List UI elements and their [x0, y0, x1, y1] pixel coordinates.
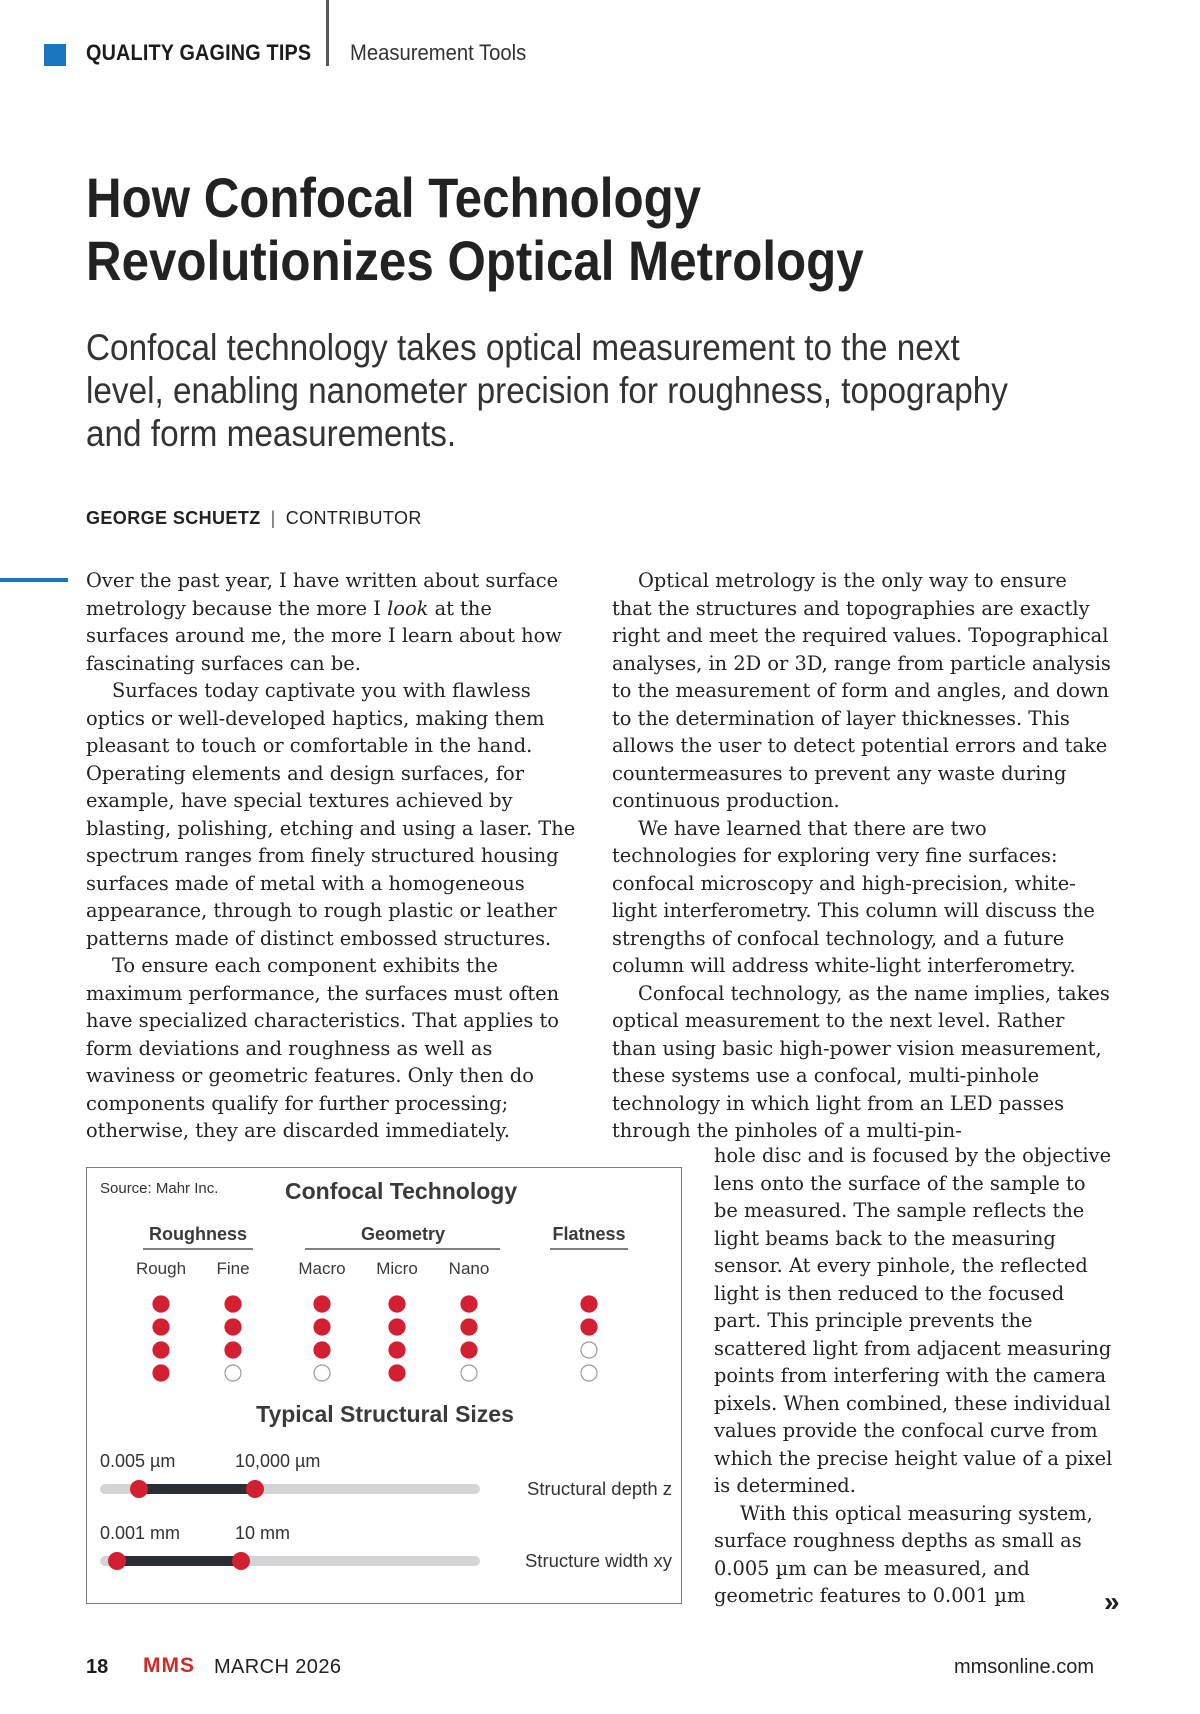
paragraph: Over the past year, I have written about surface metrology because the more I look at the surfaces around me, the more I learn about how fascinating surfaces can be. [86, 569, 562, 675]
range-min-knob [130, 1480, 148, 1498]
range-axis-label: Structural depth z [527, 1478, 672, 1499]
filled-dot [581, 1319, 597, 1335]
continued-arrow-icon: » [1104, 1586, 1120, 1617]
paragraph: Optical metrology is the only way to ensure that the structures and topographies are exactly right and meet the required values. Topographical analyses, in 2D or 3D, range from particle analysis to the measurement of form and angles, and down to the determination of layer thicknesses. This allows the user to detect potential errors and take countermeasures to prevent any waste during continuous production. [612, 569, 1111, 812]
author-name: GEORGE SCHUETZ [86, 508, 261, 528]
filled-dot [314, 1342, 330, 1358]
page-number: 18 [86, 1656, 109, 1678]
section-label: QUALITY GAGING TIPS [86, 40, 312, 65]
confocal-technology-figure [86, 1167, 682, 1604]
filled-dot [389, 1296, 405, 1312]
paragraph: We have learned that there are two technologies for exploring very fine surfaces: confocal microscopy and high-precision, white-light interferometry. This column will discuss the strengths of confocal technology, and a future column will address white-light interferometry. [612, 816, 1095, 977]
figure-source: Source: Mahr Inc. [100, 1180, 219, 1197]
paragraph: With this optical measuring system, surface roughness depths as small as 0.005 µm can be measured, and geometric features to 0.001 µm [714, 1501, 1093, 1607]
filled-dot [153, 1365, 169, 1381]
range-max-knob [246, 1480, 264, 1498]
section-marker-icon [44, 44, 66, 66]
range-fill [139, 1484, 255, 1494]
column-label: Rough [135, 1259, 187, 1278]
filled-dot [461, 1296, 477, 1312]
group-label: Geometry [360, 1224, 446, 1244]
range-min-label: 0.001 mm [100, 1523, 181, 1543]
byline-accent-rule [0, 578, 68, 582]
empty-dot [461, 1365, 477, 1381]
group-label: Roughness [148, 1224, 248, 1244]
filled-dot [314, 1296, 330, 1312]
article-title: How Confocal Technology Revolutionizes Optical Metrology [86, 166, 864, 292]
filled-dot [153, 1342, 169, 1358]
figure-title: Confocal Technology [285, 1178, 518, 1204]
filled-dot [461, 1319, 477, 1335]
range-min-knob [108, 1552, 126, 1570]
emphasis: look [387, 596, 429, 620]
filled-dot [225, 1342, 241, 1358]
filled-dot [225, 1319, 241, 1335]
range-min-label: 0.005 µm [100, 1451, 176, 1471]
filled-dot [389, 1319, 405, 1335]
filled-dot [314, 1319, 330, 1335]
issue-date: MARCH 2026 [214, 1656, 342, 1678]
filled-dot [581, 1296, 597, 1312]
empty-dot [225, 1365, 241, 1381]
filled-dot [153, 1319, 169, 1335]
byline [86, 508, 422, 529]
topic-label: Measurement Tools [350, 40, 527, 65]
paragraph: Surfaces today captivate you with flawless optics or well-developed haptics, making them pleasant to touch or comfortable in the hand. Operating elements and design surfaces, for example, have special textures achieved by blasting, polishing, etching and using a laser. The spectrum ranges from finely structured housing surfaces made of metal with a homogeneous appearance, through to rough plastic or leather patterns made of distinct embossed structures. [86, 679, 576, 950]
filled-dot [389, 1342, 405, 1358]
header-divider [326, 0, 329, 66]
empty-dot [581, 1342, 597, 1358]
filled-dot [225, 1296, 241, 1312]
figure-subtitle: Typical Structural Sizes [256, 1401, 514, 1427]
filled-dot [461, 1342, 477, 1358]
group-label: Flatness [552, 1224, 626, 1244]
article-deck: Confocal technology takes optical measurement to the next level, enabling nanometer precision for roughness, topography and form measurements. [86, 327, 1008, 454]
column-label: Macro [298, 1259, 346, 1278]
paragraph: To ensure each component exhibits the maximum performance, the surfaces must often have specialized characteristics. That applies to form deviations and roughness as well as waviness or geometric features. Only then do components qualify for further processing; otherwise, they are discarded immediately. [86, 954, 560, 1142]
range-axis-label: Structure width xy [524, 1550, 672, 1571]
website: mmsonline.com [953, 1656, 1094, 1678]
range-fill [117, 1556, 241, 1566]
byline-separator: | [270, 508, 276, 528]
empty-dot [314, 1365, 330, 1381]
filled-dot [389, 1365, 405, 1381]
paragraph-continued: hole disc and is focused by the objective lens onto the surface of the sample to be measured. The sample reflects the light beams back to the measuring sensor. At every pinhole, the reflected light is then reduced to the focused part. This principle prevents the scattered light from adjacent measuring points from interfering with the camera pixels. When combined, these individual values provide the confocal curve from which the precise height value of a pixel is determined. [714, 1144, 1113, 1497]
paragraph: Confocal technology, as the name implies, takes optical measurement to the next level. Rather than using basic high-power vision measurement, these systems use a confocal, multi-pinhole technology in which light from an LED passes through the pinholes of a multi-pin- [612, 981, 1110, 1142]
range-max-knob [232, 1552, 250, 1570]
range-max-label: 10,000 µm [235, 1451, 321, 1471]
column-label: Micro [376, 1259, 418, 1278]
filled-dot [153, 1296, 169, 1312]
magazine-logo: MMS [143, 1654, 195, 1677]
column-label: Fine [216, 1259, 250, 1278]
range-max-label: 10 mm [235, 1523, 291, 1543]
column-label: Nano [448, 1259, 490, 1278]
body-column-left [86, 567, 576, 1145]
body-column-right [612, 567, 1112, 1145]
body-column-right-wrap [714, 1142, 1114, 1610]
author-role: CONTRIBUTOR [285, 508, 422, 528]
empty-dot [581, 1365, 597, 1381]
figure-graphic [87, 1168, 683, 1605]
